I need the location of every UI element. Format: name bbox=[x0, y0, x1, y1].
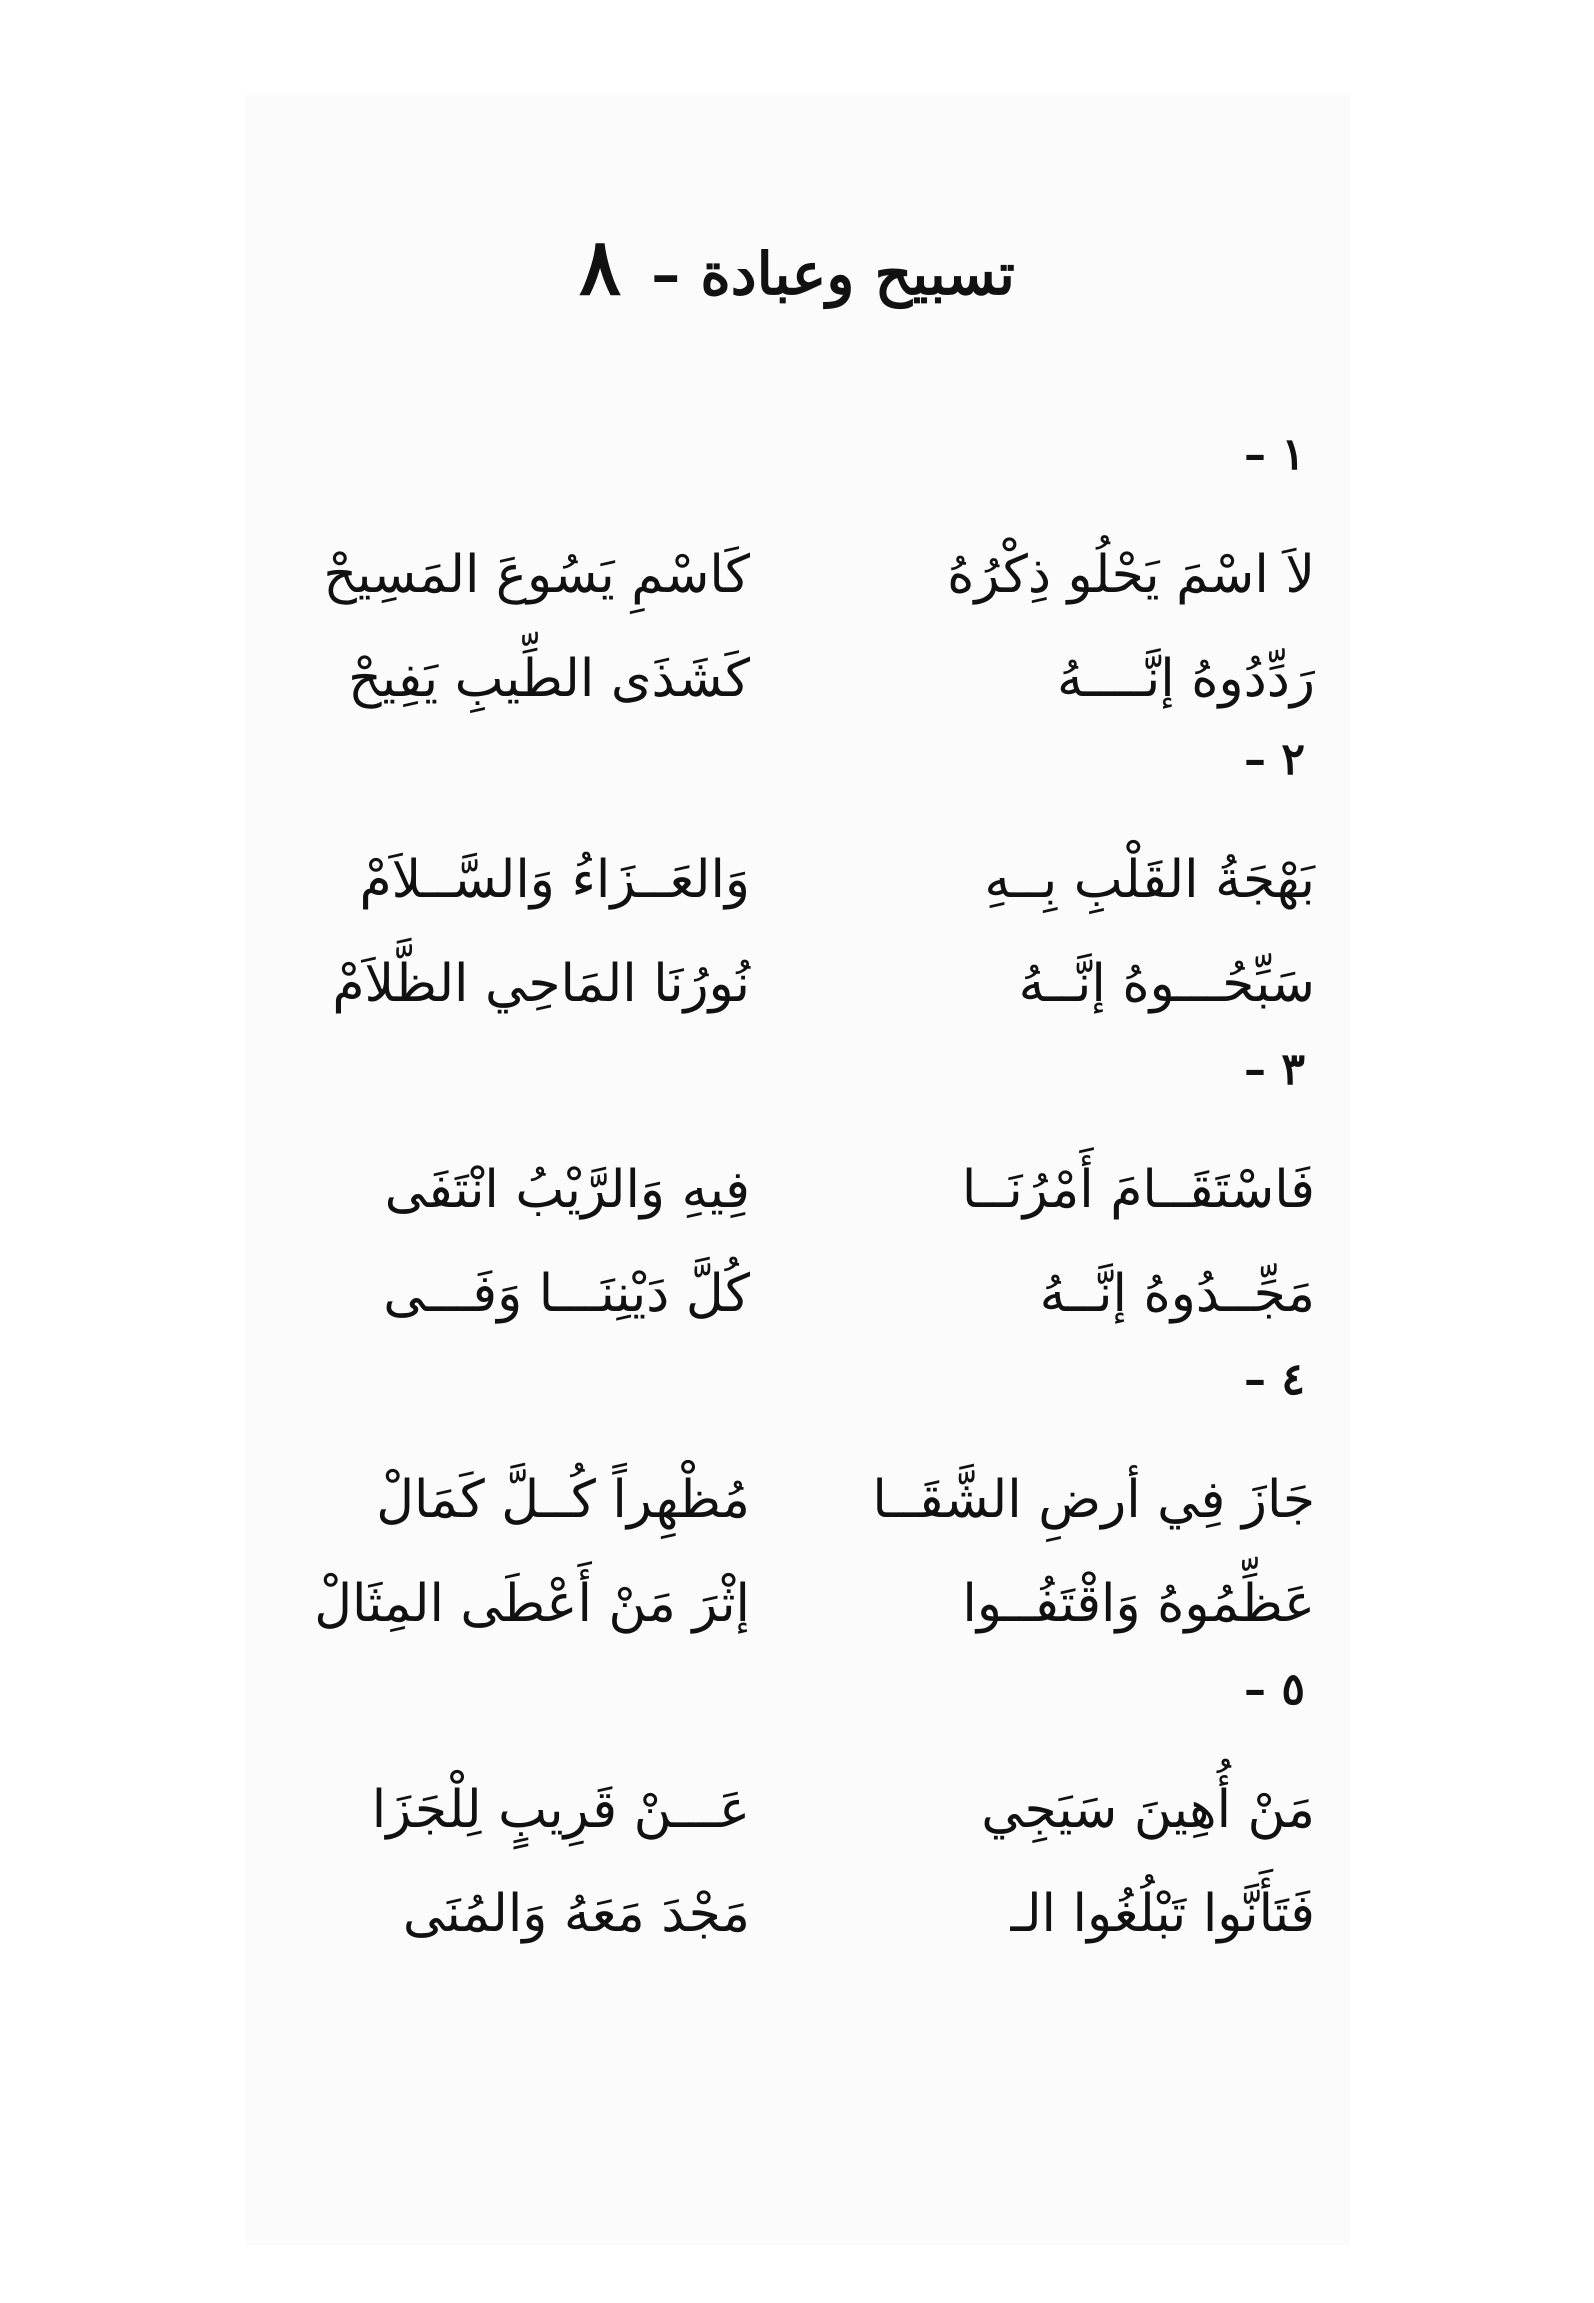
verse-line bbox=[270, 1448, 1315, 1552]
first-hemistich: فَاسْتَقَــامَ أَمْرُنَــا bbox=[961, 1160, 1315, 1220]
verse-lines bbox=[270, 1448, 1315, 1656]
stanza-number: ٢ – bbox=[1244, 734, 1305, 785]
title-dash: – bbox=[651, 240, 681, 308]
page-title bbox=[0, 222, 1594, 314]
stanza-number: ١ – bbox=[1244, 429, 1305, 480]
stanza-3 bbox=[270, 1040, 1315, 1346]
verse-lines bbox=[270, 523, 1315, 731]
stanza-5 bbox=[270, 1660, 1315, 1966]
verse-lines bbox=[270, 828, 1315, 1036]
verse-line bbox=[270, 828, 1315, 932]
first-hemistich: بَهْجَةُ القَلْبِ بِــهِ bbox=[984, 850, 1315, 910]
verse-line bbox=[270, 1552, 1315, 1656]
verse-lines bbox=[270, 1758, 1315, 1966]
verse-line bbox=[270, 523, 1315, 627]
verse-line bbox=[270, 627, 1315, 731]
verse-line bbox=[270, 1862, 1315, 1966]
stanza-1 bbox=[270, 425, 1315, 731]
verse-line bbox=[270, 1242, 1315, 1346]
second-hemistich: عَـــنْ قَرِيبٍ لِلْجَزَا bbox=[371, 1780, 750, 1840]
first-hemistich: لاَ اسْمَ يَحْلُو ذِكْرُهُ bbox=[947, 545, 1315, 605]
first-hemistich: سَبِّحُـــوهُ إنَّــهُ bbox=[1018, 954, 1315, 1014]
verse-lines bbox=[270, 1138, 1315, 1346]
second-hemistich: وَالعَــزَاءُ وَالسَّــلاَمْ bbox=[359, 850, 750, 910]
verse-line bbox=[270, 932, 1315, 1036]
title-text: تسبيح وعبادة bbox=[700, 240, 1015, 308]
first-hemistich: جَازَ فِي أرضِ الشَّقَــا bbox=[872, 1470, 1315, 1530]
second-hemistich: إثْرَ مَنْ أَعْطَى المِثَالْ bbox=[314, 1574, 750, 1634]
stanza-number: ٤ – bbox=[1244, 1354, 1305, 1405]
first-hemistich: مَنْ أُهِينَ سَيَجِي bbox=[981, 1780, 1315, 1840]
stanza-number: ٣ – bbox=[1244, 1044, 1305, 1095]
first-hemistich: فَتَأَنَّوا تَبْلُغُوا الـ bbox=[1010, 1884, 1315, 1944]
verse-line bbox=[270, 1138, 1315, 1242]
first-hemistich: عَظِّمُوهُ وَاقْتَفُــوا bbox=[962, 1574, 1315, 1634]
second-hemistich: نُورُنَا المَاحِي الظَّلاَمْ bbox=[332, 954, 750, 1014]
stanza-number: ٥ – bbox=[1244, 1664, 1305, 1715]
second-hemistich: كُلَّ دَيْنِنَـــا وَفَـــى bbox=[383, 1264, 750, 1324]
first-hemistich: مَجِّــدُوهُ إنَّــهُ bbox=[1039, 1264, 1315, 1324]
second-hemistich: مَجْدَ مَعَهُ وَالمُنَى bbox=[402, 1884, 750, 1944]
second-hemistich: فِيهِ وَالرَّيْبُ انْتَفَى bbox=[384, 1160, 750, 1220]
second-hemistich: كَاسْمِ يَسُوعَ المَسِيحْ bbox=[323, 545, 750, 605]
stanza-4 bbox=[270, 1350, 1315, 1656]
first-hemistich: رَدِّدُوهُ إنَّــــهُ bbox=[1056, 649, 1315, 709]
verse-line bbox=[270, 1758, 1315, 1862]
hymn-number: ٨ bbox=[579, 222, 621, 313]
second-hemistich: كَشَذَى الطِّيبِ يَفِيحْ bbox=[348, 649, 750, 709]
stanza-2 bbox=[270, 730, 1315, 1036]
second-hemistich: مُظْهِراً كُــلَّ كَمَالْ bbox=[376, 1470, 750, 1530]
